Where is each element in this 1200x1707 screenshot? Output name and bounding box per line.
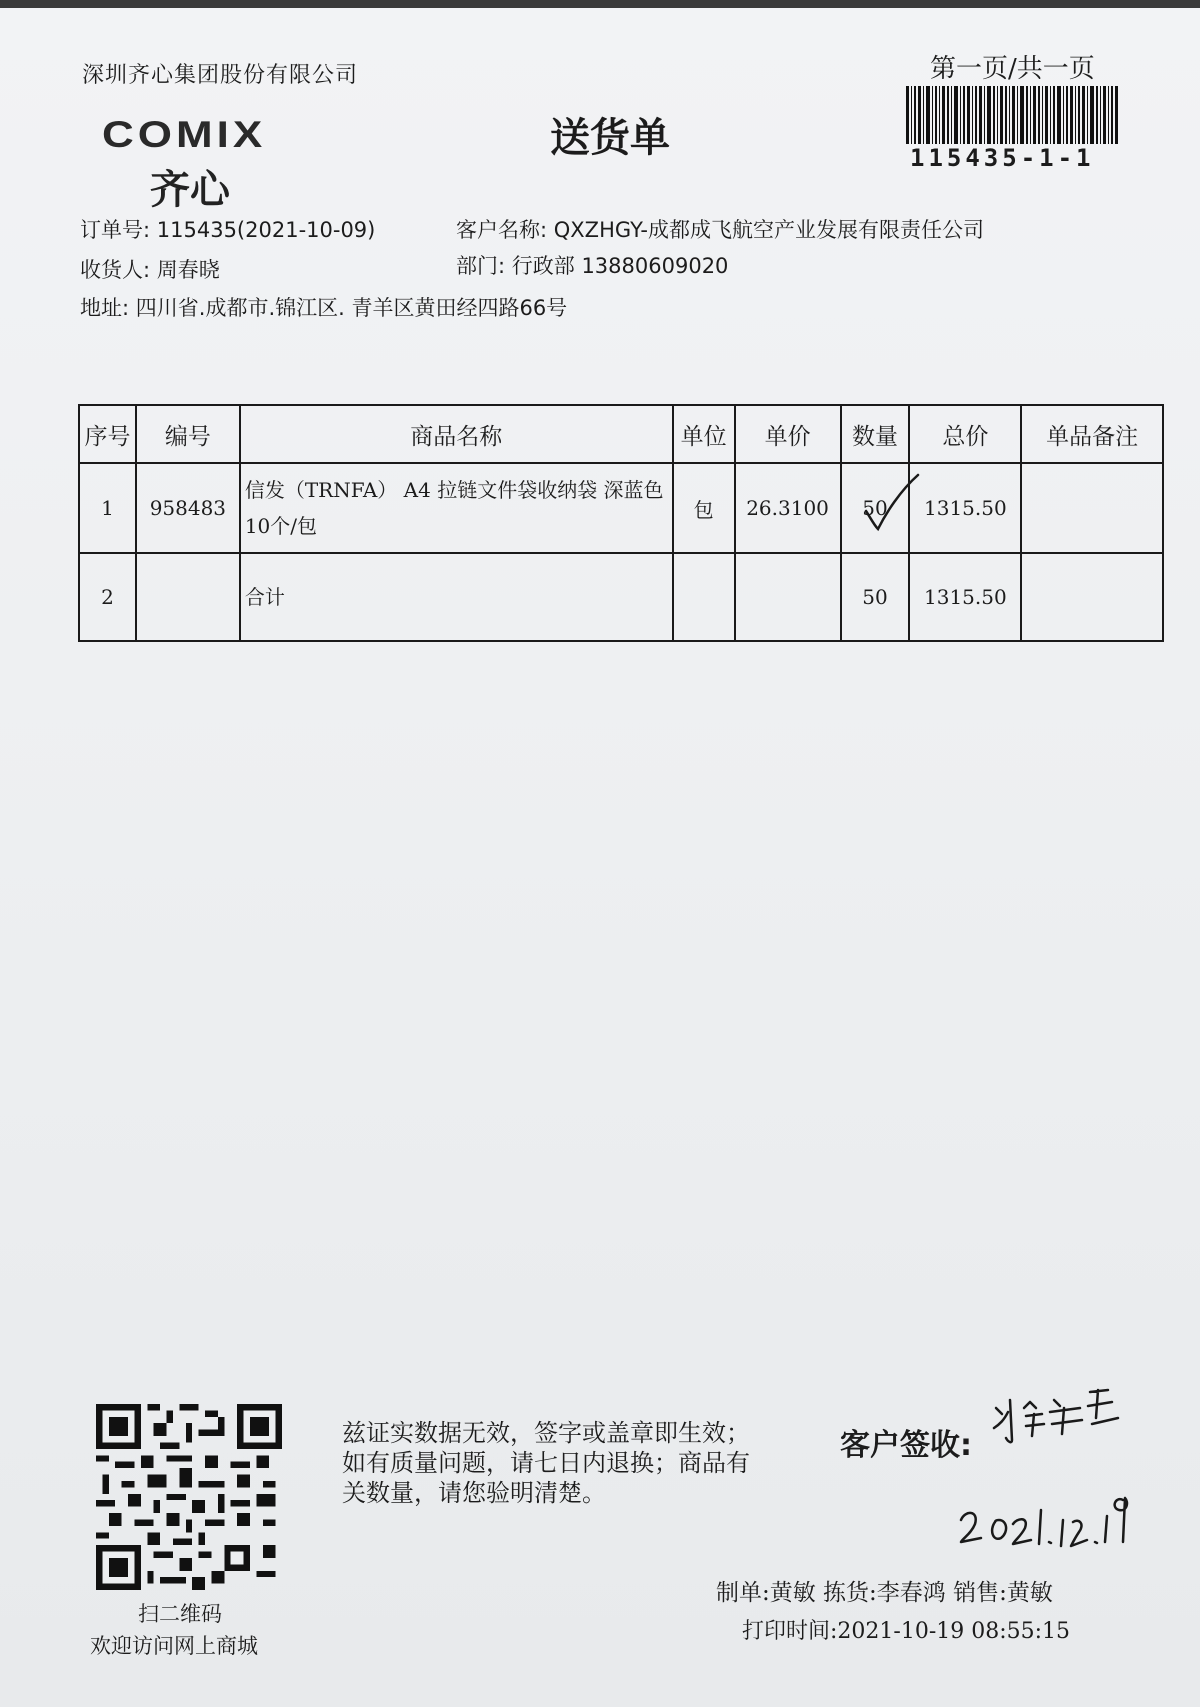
column-header: 编号 (136, 405, 240, 463)
table-header-row (79, 405, 1163, 463)
handwritten-signature (990, 1378, 1130, 1458)
qr-code-icon (96, 1404, 282, 1590)
cell-code: 958483 (136, 463, 240, 553)
customer-name (456, 214, 984, 244)
notice-text: 兹证实数据无效，签字或盖章即生效；如有质量问题，请七日内退换；商品有关数量，请您验明清楚。 (342, 1419, 750, 1507)
print-time: 打印时间:2021-10-19 08:55:15 (742, 1619, 1071, 1644)
table-row (79, 553, 1163, 641)
customer-name-label: 客户名称: (456, 218, 548, 242)
column-header: 数量 (841, 405, 910, 463)
department-label: 部门: (456, 254, 506, 278)
cell-unit-price (735, 553, 841, 641)
handwritten-date (955, 1480, 1135, 1560)
cell-product-name: 信发（TRNFA） A4 拉链文件袋收纳袋 深蓝色 10个/包 (240, 463, 673, 553)
page-indicator: 第一页/共一页 (930, 54, 1095, 84)
column-header: 总价 (909, 405, 1021, 463)
cell-unit: 包 (673, 463, 735, 553)
cell-unit (673, 553, 735, 641)
column-header: 单品备注 (1021, 405, 1163, 463)
department-value: 行政部 13880609020 (511, 254, 729, 278)
cell-quantity: 50 (841, 553, 910, 641)
cell-total: 1315.50 (909, 553, 1021, 641)
receiver (80, 254, 220, 284)
order-number-value: 115435(2021-10-09) (156, 218, 376, 242)
column-header: 商品名称 (240, 405, 673, 463)
column-header: 单价 (735, 405, 841, 463)
cell-quantity: 50 (841, 463, 910, 553)
delivery-note-page (0, 8, 1200, 1707)
cell-seq: 2 (79, 553, 136, 641)
comix-logo: COMIX (102, 113, 267, 156)
qr-caption-mall: 欢迎访问网上商城 (90, 1634, 258, 1658)
address-value: 四川省.成都市.锦江区. 青羊区黄田经四路66号 (135, 296, 568, 320)
receiver-label: 收货人: (80, 258, 151, 282)
company-name: 深圳齐心集团股份有限公司 (82, 63, 359, 88)
barcode-icon (906, 86, 1120, 144)
cell-unit-price: 26.3100 (735, 463, 841, 553)
staff-info: 制单:黄敏 拣货:李春鸿 销售:黄敏 (716, 1580, 1053, 1606)
cell-total: 1315.50 (909, 463, 1021, 553)
document-title: 送货单 (550, 114, 670, 161)
cell-seq: 1 (79, 463, 136, 553)
table-row (79, 463, 1163, 553)
customer-name-value: QXZHGY-成都成飞航空产业发展有限责任公司 (553, 218, 984, 242)
customer-sign-label: 客户签收: (840, 1428, 972, 1463)
cell-code (136, 553, 240, 641)
column-header: 单位 (673, 405, 735, 463)
receiver-value: 周春晓 (156, 258, 220, 282)
address-label: 地址: (80, 296, 130, 320)
order-number-label: 订单号: (80, 218, 151, 242)
cell-remark (1021, 463, 1163, 553)
checkmark-icon (862, 473, 922, 535)
order-number (80, 214, 375, 244)
cell-product-name: 合计 (240, 553, 673, 641)
column-header: 序号 (79, 405, 136, 463)
address (80, 292, 567, 322)
comix-logo-chinese: 齐心 (150, 167, 230, 213)
goods-table (78, 404, 1164, 642)
qr-caption: 扫二维码 (138, 1602, 222, 1626)
barcode-number: 115435-1-1 (910, 144, 1095, 172)
cell-remark (1021, 553, 1163, 641)
department (456, 250, 728, 280)
